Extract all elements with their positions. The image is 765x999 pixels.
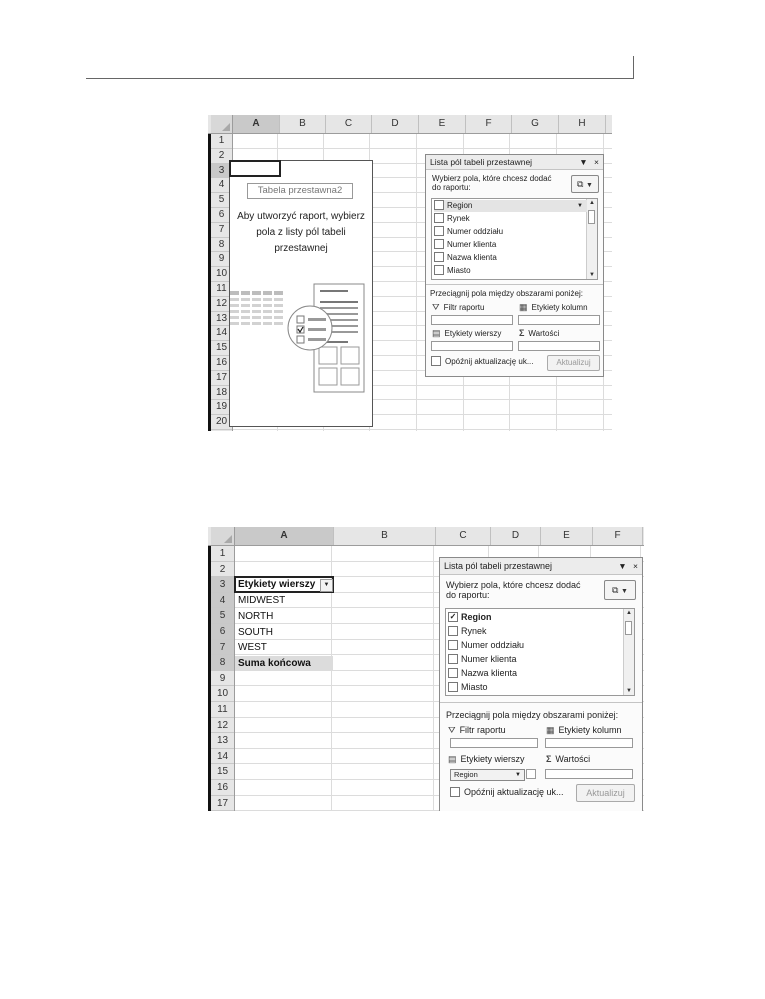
update-button[interactable]: Aktualizuj — [547, 355, 600, 371]
rows-area-label: Etykiety wierszy — [444, 329, 502, 338]
row-header-7[interactable]: 7 — [211, 223, 232, 238]
columns-area-label: Etykiety kolumn — [558, 725, 622, 735]
field-list — [445, 608, 635, 696]
scroll-up-icon[interactable]: ▲ — [589, 200, 595, 206]
column-header-g[interactable]: G — [512, 115, 559, 133]
field-nazwa-klienta[interactable] — [448, 666, 517, 680]
field-list-scrollbar[interactable] — [623, 609, 634, 695]
field-label: Numer klienta — [447, 240, 497, 249]
pivot-placeholder[interactable] — [229, 160, 373, 427]
pivot-illustration-icon — [230, 281, 372, 421]
row-header-8[interactable]: 8 — [211, 238, 232, 253]
row-header-20[interactable]: 20 — [211, 415, 232, 430]
defer-update-checkbox[interactable] — [431, 356, 534, 368]
row-header-15[interactable]: 15 — [211, 341, 232, 356]
columns-area-label: Etykiety kolumn — [531, 303, 588, 312]
select-all-corner[interactable] — [211, 527, 235, 545]
row-labels-header[interactable]: Etykiety wierszy — [238, 579, 316, 590]
panel-prompt-line2: do raportu: — [446, 590, 490, 600]
row-header-13[interactable]: 13 — [211, 312, 232, 327]
checkbox-icon[interactable] — [434, 265, 444, 275]
page-header-rule — [86, 78, 634, 79]
panel-title: Lista pól tabeli przestawnej — [426, 155, 603, 170]
checkbox-icon[interactable] — [434, 226, 444, 236]
scroll-thumb[interactable] — [625, 621, 632, 635]
values-area-label: Wartości — [528, 329, 560, 338]
panel-prompt-line1: Wybierz pola, które chcesz dodać — [432, 174, 552, 183]
sigma-icon: Σ — [519, 328, 525, 338]
panel-prompt-line2: do raportu: — [432, 183, 471, 192]
filter-area-label: Filtr raportu — [443, 303, 485, 312]
screenshot-region-pivot — [208, 527, 644, 811]
pivot-item-1[interactable]: MIDWEST — [238, 595, 286, 606]
row-header-12[interactable]: 12 — [211, 297, 232, 312]
row-header-10[interactable]: 10 — [211, 267, 232, 282]
drag-hint: Przeciągnij pola między obszarami poniżej: — [430, 289, 583, 298]
row-header-8[interactable]: 8 — [211, 655, 234, 671]
rows-drop-zone[interactable] — [526, 769, 536, 779]
active-cell[interactable] — [229, 160, 281, 177]
pivot-hint-text: Aby utworzyć raport, wybierz pola z listy pól tabeli przestawnej — [237, 211, 365, 254]
rows-area-label: Etykiety wierszy — [460, 754, 525, 764]
pivot-item-3[interactable]: SOUTH — [238, 627, 273, 638]
field-label: Numer oddziału — [461, 640, 525, 650]
row-headers — [211, 546, 235, 811]
columns-drop-zone[interactable] — [518, 315, 600, 325]
column-header-d[interactable]: D — [372, 115, 419, 133]
sigma-icon: Σ — [546, 754, 552, 764]
row-header-2[interactable]: 2 — [211, 562, 234, 578]
rows-drop-zone[interactable] — [431, 341, 513, 351]
row-header-1[interactable]: 1 — [211, 546, 234, 562]
row-header-4[interactable]: 4 — [211, 593, 234, 609]
field-numer-oddziału[interactable] — [434, 226, 503, 238]
field-numer-klienta[interactable] — [448, 652, 517, 666]
row-header-1[interactable]: 1 — [211, 134, 232, 149]
field-label: Numer oddziału — [447, 227, 504, 236]
row-header-16[interactable]: 16 — [211, 780, 234, 796]
select-all-corner[interactable] — [211, 115, 233, 133]
row-header-3[interactable]: 3 — [211, 164, 232, 179]
row-header-10[interactable]: 10 — [211, 686, 234, 702]
values-area-label: Wartości — [555, 754, 591, 764]
grand-total-label[interactable]: Suma końcowa — [238, 658, 311, 669]
filter-icon: ⛛ — [432, 302, 440, 312]
row-header-7[interactable]: 7 — [211, 640, 234, 656]
row-header-11[interactable]: 11 — [211, 282, 232, 297]
column-header-h[interactable]: H — [559, 115, 606, 133]
field-label: Rynek — [461, 626, 487, 636]
checked-checkbox-icon[interactable]: ✓ — [449, 611, 457, 621]
field-miasto[interactable] — [448, 680, 488, 694]
pivot-item-2[interactable]: NORTH — [238, 611, 274, 622]
scroll-down-icon[interactable]: ▼ — [626, 688, 632, 694]
layout-icon: ⧉ — [577, 179, 584, 189]
page-header-tick — [633, 56, 634, 79]
row-header-12[interactable]: 12 — [211, 718, 234, 734]
close-icon[interactable]: × — [633, 561, 638, 571]
field-rynek[interactable] — [448, 624, 487, 638]
field-label: Nazwa klienta — [461, 668, 518, 678]
field-miasto[interactable] — [434, 265, 471, 277]
column-header-d[interactable]: D — [491, 527, 541, 545]
column-header-b[interactable]: B — [334, 527, 436, 545]
row-header-5[interactable]: 5 — [211, 608, 234, 624]
rows-icon: ▤ — [432, 328, 441, 338]
chevron-down-icon: ▼ — [586, 182, 593, 189]
row-header-17[interactable]: 17 — [211, 371, 232, 386]
checkbox-icon[interactable] — [434, 252, 444, 262]
screenshot-empty-pivot — [208, 115, 612, 431]
layout-options-button[interactable] — [604, 580, 636, 600]
checkbox-icon[interactable] — [448, 626, 458, 636]
field-numer-oddziału[interactable] — [448, 638, 524, 652]
field-label: Nazwa klienta — [447, 253, 497, 262]
panel-title: Lista pól tabeli przestawnej — [440, 558, 642, 575]
pivot-field-list-panel — [439, 557, 643, 811]
defer-update-label: Opóźnij aktualizację uk... — [445, 357, 534, 366]
row-header-9[interactable]: 9 — [211, 252, 232, 267]
chevron-down-icon: ▼ — [621, 588, 628, 595]
column-header-e[interactable]: E — [541, 527, 593, 545]
row-header-3[interactable]: 3 — [211, 577, 234, 593]
scroll-up-icon[interactable]: ▲ — [626, 610, 632, 616]
row-field-region-pill[interactable] — [450, 769, 525, 781]
row-header-13[interactable]: 13 — [211, 733, 234, 749]
field-label: Rynek — [447, 214, 470, 223]
scroll-down-icon[interactable]: ▼ — [589, 272, 595, 278]
pivot-field-list-panel — [425, 154, 604, 377]
column-headers — [208, 527, 644, 546]
row-header-5[interactable]: 5 — [211, 193, 232, 208]
row-header-18[interactable]: 18 — [211, 386, 232, 401]
filter-icon: ⛛ — [448, 725, 456, 735]
row-header-11[interactable]: 11 — [211, 702, 234, 718]
column-header-c[interactable]: C — [436, 527, 491, 545]
drag-hint: Przeciągnij pola między obszarami poniżej: — [446, 710, 619, 720]
row-header-14[interactable]: 14 — [211, 749, 234, 765]
panel-prompt-line1: Wybierz pola, które chcesz dodać — [446, 580, 581, 590]
checkbox-icon[interactable] — [434, 239, 444, 249]
column-header-a[interactable]: A — [233, 115, 280, 133]
filter-dropdown-icon[interactable]: ▼ — [320, 579, 333, 592]
field-label: Region — [447, 201, 473, 210]
field-region[interactable] — [434, 200, 587, 212]
column-header-a[interactable]: A — [235, 527, 334, 545]
field-label: Region — [461, 612, 492, 622]
checkbox-icon[interactable] — [448, 668, 458, 678]
row-header-6[interactable]: 6 — [211, 624, 234, 640]
row-header-16[interactable]: 16 — [211, 356, 232, 371]
row-header-15[interactable]: 15 — [211, 764, 234, 780]
field-label: Miasto — [461, 682, 488, 692]
pivot-name-box: Tabela przestawna2 — [247, 183, 353, 199]
field-nazwa-klienta[interactable] — [434, 252, 497, 264]
panel-menu-icon[interactable]: ▼ — [618, 561, 627, 571]
row-header-6[interactable]: 6 — [211, 208, 232, 223]
columns-drop-zone[interactable] — [545, 738, 633, 748]
checkbox-icon[interactable] — [448, 640, 458, 650]
column-headers — [208, 115, 612, 134]
scroll-thumb[interactable] — [588, 210, 595, 224]
column-header-c[interactable]: C — [326, 115, 372, 133]
field-label: Numer klienta — [461, 654, 517, 664]
columns-icon: ▦ — [519, 302, 528, 312]
field-region[interactable] — [448, 610, 492, 624]
column-header-f[interactable]: F — [466, 115, 512, 133]
row-header-9[interactable]: 9 — [211, 671, 234, 687]
column-header-f[interactable]: F — [593, 527, 643, 545]
filter-drop-zone[interactable] — [450, 738, 538, 748]
layout-icon: ⧉ — [612, 585, 619, 595]
row-field-region-label: Region — [454, 770, 478, 779]
row-header-4[interactable]: 4 — [211, 178, 232, 193]
row-header-17[interactable]: 17 — [211, 796, 234, 811]
panel-menu-icon[interactable]: ▼ — [579, 157, 588, 167]
close-icon[interactable]: × — [594, 157, 599, 167]
row-header-19[interactable]: 19 — [211, 400, 232, 415]
row-header-2[interactable]: 2 — [211, 149, 232, 164]
defer-update-checkbox[interactable] — [450, 786, 564, 798]
field-list — [431, 198, 598, 280]
column-header-b[interactable]: B — [280, 115, 326, 133]
chevron-down-icon: ▼ — [515, 772, 521, 778]
column-header-e[interactable]: E — [419, 115, 466, 133]
field-numer-klienta[interactable] — [434, 239, 496, 251]
values-drop-zone[interactable] — [518, 341, 600, 351]
values-drop-zone[interactable] — [545, 769, 633, 779]
defer-update-label: Opóźnij aktualizację uk... — [464, 787, 564, 797]
columns-icon: ▦ — [546, 725, 555, 735]
checkbox-icon[interactable] — [448, 682, 458, 692]
field-list-scrollbar[interactable] — [586, 199, 597, 279]
pivot-item-4[interactable]: WEST — [238, 642, 267, 653]
checkbox-icon[interactable] — [434, 200, 444, 210]
field-menu-icon[interactable]: ▼ — [577, 203, 583, 209]
layout-options-button[interactable] — [571, 175, 599, 193]
field-label: Miasto — [447, 266, 471, 275]
field-rynek[interactable] — [434, 213, 470, 225]
filter-area-label: Filtr raportu — [459, 725, 506, 735]
row-header-14[interactable]: 14 — [211, 326, 232, 341]
update-button[interactable]: Aktualizuj — [576, 784, 635, 802]
checkbox-icon[interactable] — [448, 654, 458, 664]
filter-drop-zone[interactable] — [431, 315, 513, 325]
rows-icon: ▤ — [448, 754, 457, 764]
checkbox-icon[interactable] — [434, 213, 444, 223]
